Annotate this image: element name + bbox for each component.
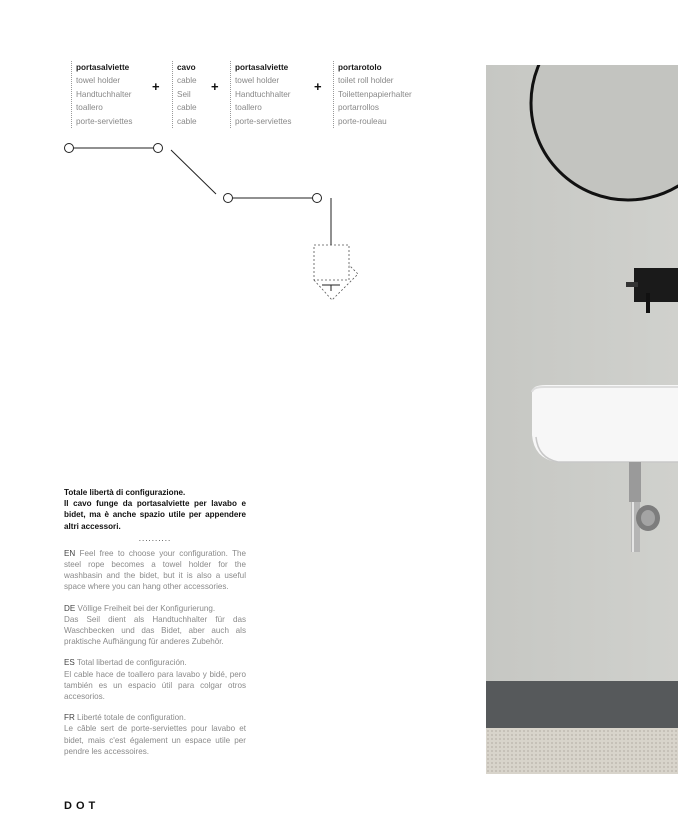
legend-item: porte-serviettes (235, 116, 292, 126)
legend-item: toallero (76, 103, 103, 113)
legend-title: portarotolo (338, 63, 382, 72)
legend-item: porte-serviettes (76, 116, 133, 126)
fr-body: Le câble sert de porte-serviettes pour lavabo et bidet, mais c'est également un espace utile per pendre les accessoires. (64, 724, 246, 756)
legend-item: Seil (177, 89, 191, 99)
legend-item: portarrollos (338, 103, 379, 113)
toilet-roll-outline (314, 245, 358, 300)
bathroom-illustration (486, 65, 678, 774)
es-paragraph (64, 657, 246, 702)
brand-logo: DOT (64, 800, 100, 812)
es-title: Total libertad de configuración. (76, 658, 187, 668)
legend-item: toilet roll holder (338, 76, 394, 86)
en-body: The steel rope becomes a towel holder for the washbasin and the bidet, but it is also a useful space where you can hang other accessories. (64, 548, 247, 592)
legend-item: cable (177, 116, 197, 126)
towel-holder-end (313, 194, 322, 203)
configuration-diagram (0, 0, 420, 310)
legend-item: towel holder (76, 76, 121, 86)
product-photo (486, 65, 678, 774)
it-body: Il cavo funge da portasalviette per lavabo e bidet, ma è anche spazio utile per appendere altri accessori. (64, 499, 246, 531)
de-paragraph (64, 603, 246, 648)
legend-item: Handtuchhalter (235, 89, 291, 99)
legend-item: porte-rouleau (338, 116, 387, 126)
description-text (64, 487, 246, 767)
plus-sign: + (314, 79, 322, 94)
lang-code: EN (64, 548, 76, 558)
lang-code: ES (64, 658, 75, 668)
separator-dots: .......... (138, 533, 172, 543)
de-title: Völlige Freiheit bei der Konfigurierung. (77, 603, 216, 613)
legend-item: toallero (235, 103, 262, 113)
tiled-floor (486, 728, 678, 774)
towel-holder-end (154, 144, 163, 153)
plus-sign: + (152, 79, 160, 94)
legend-item: cable (177, 76, 197, 86)
legend-item: towel holder (235, 76, 280, 86)
towel-holder-end (224, 194, 233, 203)
de-body: Das Seil dient als Handtuchhalter für das Waschbecken und das Bidet, aber auch als praktische Aufhängung für anderes Zubehör. (64, 614, 246, 647)
it-title: Totale libertà di configurazione. (64, 488, 186, 497)
italian-block (64, 487, 246, 532)
en-paragraph (64, 548, 246, 593)
legend-item: Handtuchhalter (76, 89, 132, 99)
legend-title: portasalviette (235, 63, 289, 72)
cable-line (171, 150, 216, 194)
en-title: Feel free to choose your configuration. (79, 548, 228, 558)
lang-code: DE (64, 603, 76, 613)
legend-item: cable (177, 103, 197, 113)
legend-item: Toilettenpapierhalter (338, 89, 412, 99)
fr-paragraph (64, 712, 246, 757)
es-body: El cable hace de toallero para lavabo y bidé, pero también es un espacio útil para colgar otros accesorios. (64, 669, 246, 702)
lang-code: FR (64, 713, 75, 723)
towel-holder-end (65, 144, 74, 153)
floor-stripe (486, 681, 678, 728)
plus-sign: + (211, 79, 219, 94)
legend-title: portasalviette (76, 63, 130, 72)
fr-title: Liberté totale de configuration. (77, 713, 186, 723)
legend-title: cavo (177, 63, 196, 72)
washbasin (532, 385, 678, 462)
